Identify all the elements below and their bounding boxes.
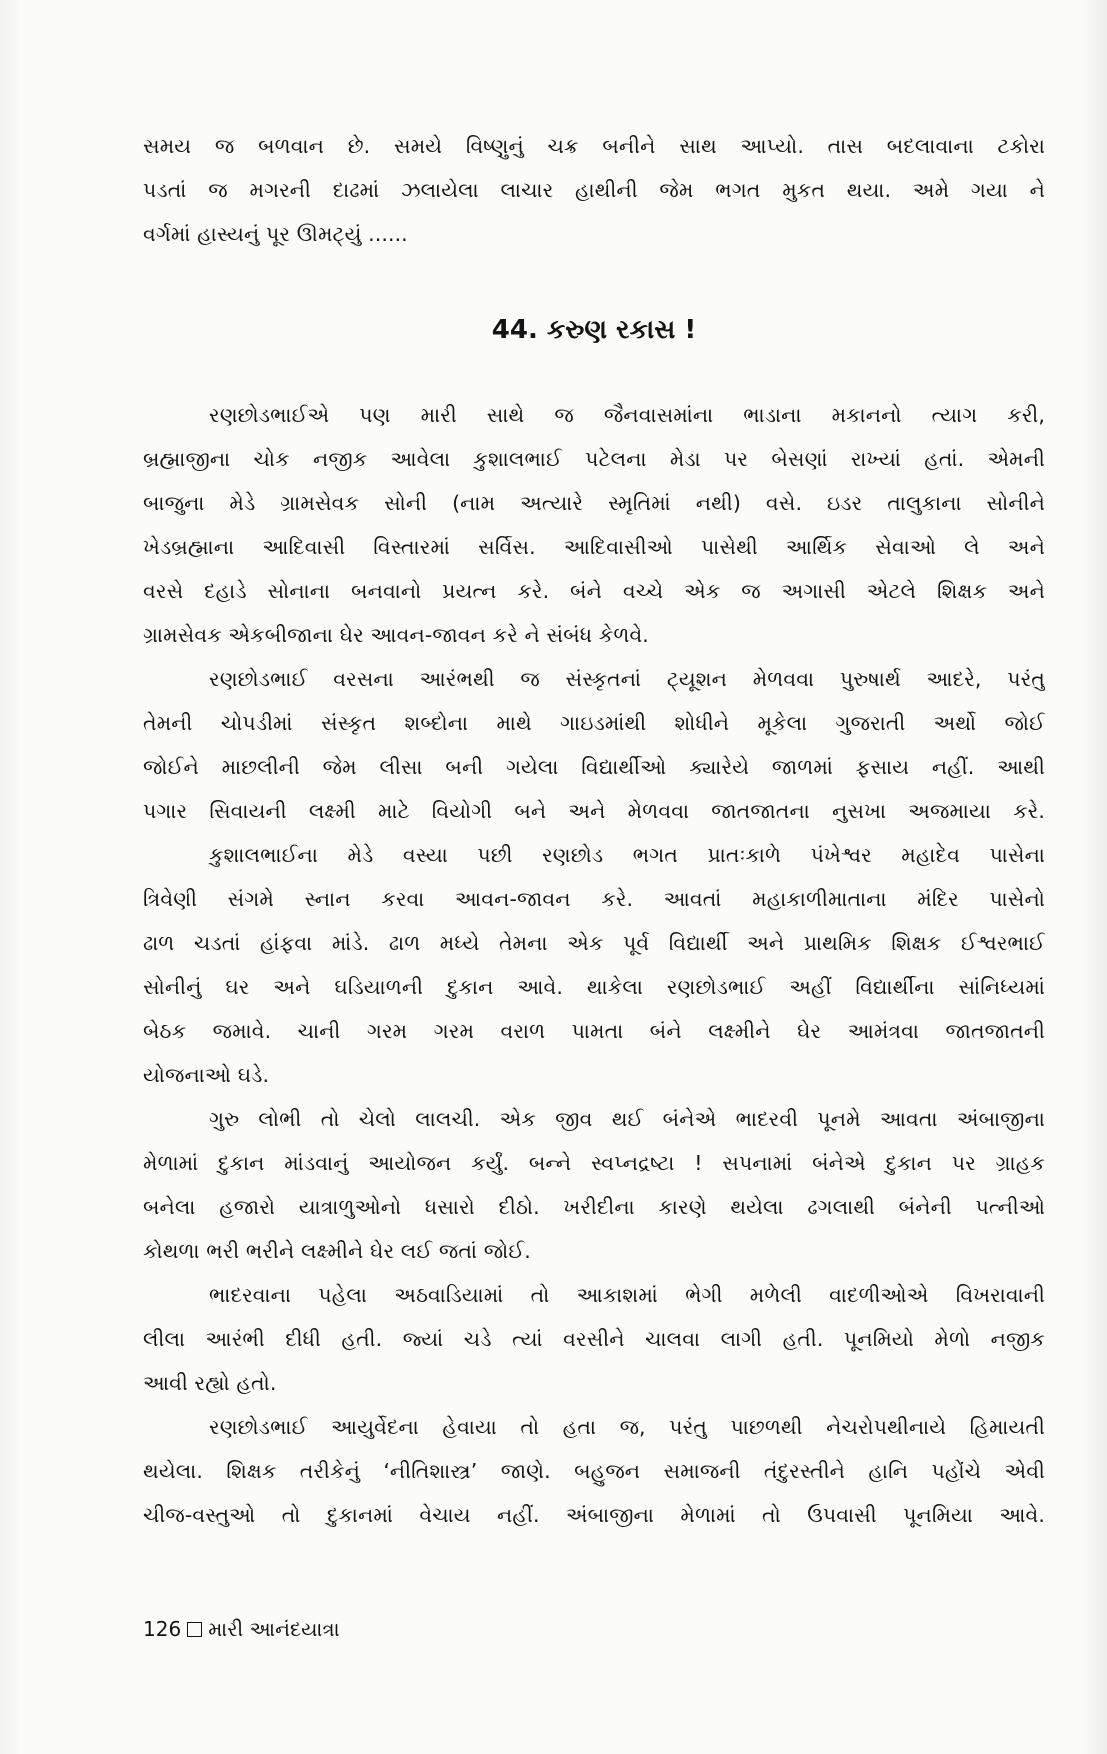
square-separator-icon (187, 1622, 202, 1637)
text-line: પગાર સિવાયની લક્ષ્મી માટે વિયોગી બને અને મેળવવા જાતજાતના નુસખા અજમાયા કરે. (143, 799, 1045, 823)
text-line: આવી રહ્યો હતો. (143, 1371, 277, 1395)
text-line: ચીજ-વસ્તુઓ તો દુકાનમાં વેચાય નહીં. અંબાજીના મેળામાં તો ઉપવાસી પૂનમિયા આવે. (143, 1503, 1045, 1527)
text-line: સમય જ બળવાન છે. સમયે વિષ્ણુનું ચક્ર બનીને સાથ આપ્યો. તાસ બદલાવાના ટકોરા (143, 134, 1045, 158)
text-line: ત્રિવેણી સંગમે સ્નાન કરવા આવન-જાવન કરે. આવતાં મહાકાળીમાતાના મંદિર પાસેનો (143, 887, 1045, 911)
chapter-title: 44. કરુણ રકાસ ! (491, 315, 697, 345)
text-line: રણછોડભાઈ વરસના આરંભથી જ સંસ્કૃતનાં ટ્યૂશન મેળવવા પુરુષાર્થ આદરે, પરંતુ (209, 667, 1045, 691)
text-line: મેળામાં દુકાન માંડવાનું આયોજન કર્યું. બન્ને સ્વપ્નદ્રષ્ટા ! સપનામાં બંનેએ દુકાન પર ગ્રાહક (143, 1151, 1045, 1175)
text-line: યોજનાઓ ઘડે. (143, 1063, 270, 1087)
text-line: ગ્રામસેવક એકબીજાના ઘેર આવન-જાવન કરે ને સંબંધ કેળવે. (143, 623, 649, 647)
text-line: કોથળા ભરી ભરીને લક્ષ્મીને ઘેર લઈ જતાં જોઈ. (143, 1239, 531, 1263)
text-line: ગુરુ લોભી તો ચેલો લાલચી. એક જીવ થઈ બંનેએ ભાદરવી પૂનમે આવતા અંબાજીના (209, 1107, 1045, 1131)
text-line: રણછોડભાઈએ પણ મારી સાથે જ જૈનવાસમાંના ભાડાના મકાનનો ત્યાગ કરી, (209, 403, 1045, 427)
text-line: ખેડબ્રહ્માના આદિવાસી વિસ્તારમાં સર્વિસ. આદિવાસીઓ પાસેથી આર્થિક સેવાઓ લે અને (143, 535, 1045, 559)
text-line: પડતાં જ મગરની દાઢમાં ઝલાયેલા લાચાર હાથીની જેમ ભગત મુકત થયા. અમે ગયા ને (143, 178, 1045, 202)
text-line: બનેલા હજારો યાત્રાળુઓનો ધસારો દીઠો. ખરીદીના કારણે થયેલા ઢગલાથી બંનેની પત્નીઓ (143, 1195, 1045, 1219)
text-line: બ્રહ્માજીના ચોક નજીક આવેલા કુશાલભાઈ પટેલના મેડા પર બેસણાં રાખ્યાં હતાં. એમની (143, 447, 1045, 471)
text-line: સોનીનું ઘર અને ઘડિયાળની દુકાન આવે. થાકેલા રણછોડભાઈ અહીં વિદ્યાર્થીના સાંનિધ્યમાં (143, 975, 1045, 999)
text-line: રણછોડભાઈ આયુર્વેદના હેવાયા તો હતા જ, પરંતુ પાછળથી નેચરોપથીનાયે હિમાયતી (209, 1415, 1045, 1439)
page-number: 126 (143, 1617, 182, 1641)
text-line: બેઠક જમાવે. ચાની ગરમ ગરમ વરાળ પામતા બંને લક્ષ્મીને ઘેર આમંત્રવા જાતજાતની (143, 1019, 1045, 1043)
text-line: જોઈને માછલીની જેમ લીસા બની ગયેલા વિદ્યાર્થીઓ ક્યારેયે જાળમાં ફસાય નહીં. આથી (143, 755, 1045, 779)
page-footer (143, 1614, 340, 1644)
text-line: કુશાલભાઈના મેડે વસ્યા પછી રણછોડ ભગત પ્રાતઃકાળે પંખેશ્વર મહાદેવ પાસેના (209, 843, 1045, 867)
intro-paragraph (143, 124, 1045, 256)
text-line: વરસે દહાડે સોનાના બનવાનો પ્રયત્ન કરે. બંને વચ્ચે એક જ અગાસી એટલે શિક્ષક અને (143, 579, 1045, 603)
text-line: તેમની ચોપડીમાં સંસ્કૃત શબ્દોના માથે ગાઇડમાંથી શોધીને મૂકેલા ગુજરાતી અર્થો જોઈ (143, 711, 1045, 735)
text-line: થયેલા. શિક્ષક તરીકેનું ‘નીતિશાસ્ત્ર’ જાણે. બહુજન સમાજની તંદુરસ્તીને હાનિ પહોંચે એવી (143, 1459, 1045, 1483)
text-line: ઢાળ ચડતાં હાંફવા માંડે. ઢાળ મધ્યે તેમના એક પૂર્વ વિદ્યાર્થી અને પ્રાથમિક શિક્ષક ઈશ્વરભાઈ (143, 931, 1045, 955)
text-line: ભાદરવાના પહેલા અઠવાડિયામાં તો આકાશમાં ભેગી મળેલી વાદળીઓએ વિખરાવાની (209, 1283, 1045, 1307)
text-line: લીલા આરંભી દીધી હતી. જ્યાં ચડે ત્યાં વરસીને ચાલવા લાગી હતી. પૂનમિયો મેળો નજીક (143, 1327, 1045, 1351)
chapter-body (143, 393, 1045, 1537)
text-line: બાજુના મેડે ગ્રામસેવક સોની (નામ અત્યારે સ્મૃતિમાં નથી) વસે. ઇડર તાલુકાના સોનીને (143, 491, 1045, 515)
book-title: મારી આનંદયાત્રા (208, 1617, 340, 1641)
text-line: વર્ગમાં હાસ્યનું પૂર ઊમટ્યું ...... (143, 222, 408, 246)
